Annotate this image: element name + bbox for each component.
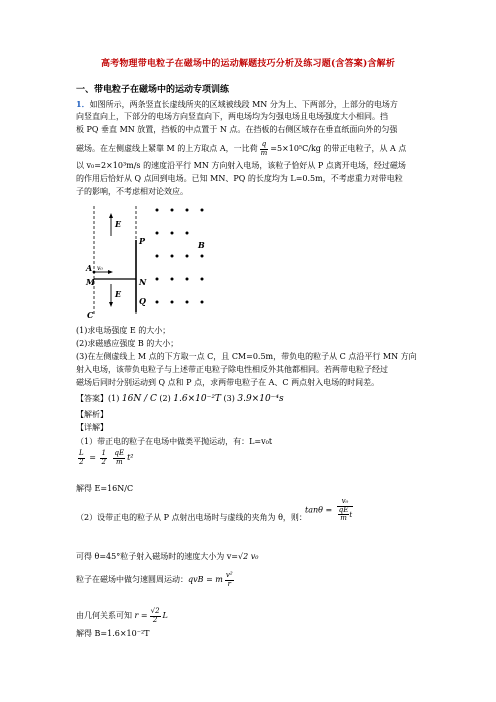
section-heading: 一、带电粒子在磁场中的运动专项训练 [76,85,230,95]
tan-numerator: v₀ [337,498,353,507]
circle-num: v² [225,571,233,579]
label-v0: v₀ [97,265,103,272]
tan-label: tanθ = [305,505,333,515]
problem-line-7: 子的影响，不考虑相对论效应。 [76,187,188,196]
label-a: A [86,263,93,273]
angle-text: 可得 θ=45°粒子射入磁场时的速度大小为 v= [76,552,239,561]
field-dot [156,209,159,212]
equation-1: $\frac{L}{2}$ = $\frac{1}{2}$ $\frac{qE}{m}$ t² [79,449,134,466]
point-a [93,271,96,274]
question-2: (2)求磁感应强度 B 的大小； [76,339,179,348]
label-c: C [87,310,94,320]
eq1-mid-den: 2 [101,457,106,466]
problem-line-6: 的作用后恰好从 Q 点回到电场。已知 MN、PQ 的长度均为 L=0.5m，不考虑重力对带电粒 [76,174,403,183]
analysis-label: 【解析】 [76,410,108,419]
field-dot [156,278,159,281]
field-dot [156,232,159,235]
field-dot [201,278,204,281]
field-dot [156,301,159,304]
problem-text: 磁场。在左侧虚线上紧靠 M 的上方取点 A，一比荷 [76,144,258,154]
tan-equation [305,498,355,523]
solution-angle [76,551,258,563]
problem-number: 1． [76,99,90,109]
problem-line-5: 以 v₀=2×10³m/s 的速度沿平行 MN 方向射入电场，该粒子恰好从 P 点离开电场，经过磁场 [76,161,406,170]
problem-line-4 [76,141,406,157]
field-dot [171,255,174,258]
field-dot [171,209,174,212]
magnetic-field-dots [156,209,204,304]
label-p: P [139,236,146,246]
field-dot [201,301,204,304]
eq1-right-den: m [115,457,123,466]
eq1-mid-num: 1 [101,449,106,457]
solution-circle [76,572,236,588]
solution-step-2 [76,512,307,524]
answer-3: 3.9×10⁻⁴s [237,394,284,404]
field-dot [171,232,174,235]
answer-1: 16N / C [121,394,157,404]
solution-step-1: （1）带正电的粒子在电场中做类平抛运动，有：L=v₀t [76,437,273,446]
field-dot [201,255,204,258]
field-dot [171,278,174,281]
fraction-numerator: q [260,141,269,150]
geo-eq: r = [134,611,148,621]
circle-eq: qvB = m [188,575,223,585]
problem-line-3: 板 PQ 垂直 MN 放置，挡板的中点置于 N 点。在挡板的右侧区域存在垂直纸面向外的匀强 [76,125,398,134]
label-e-top: E [115,219,122,229]
field-dot [186,232,189,235]
label-e-bottom: E [115,289,122,299]
label-n: N [139,277,147,287]
geo-num: √2 [150,607,160,615]
solution-result-2: 解得 B=1.6×10⁻²T [76,629,150,638]
circle-den: r [227,579,231,588]
velocity-arrow-head [108,270,113,274]
answer-2-prefix: (2) [159,394,174,403]
eq1-right-num: qE [114,449,125,457]
field-dot [201,209,204,212]
field-dot [186,301,189,304]
answer-2: 1.6×10⁻²T [173,394,221,404]
question-3-line-1: (3)在左侧虚线上 M 点的下方取一点 C，且 CM=0.5m，带负电的粒子从 C 点沿平行 MN 方向 [76,352,417,361]
field-dot [186,209,189,212]
answer-line [76,393,284,407]
physics-diagram [84,200,214,320]
problem-text: =5×10⁵C/kg 的带正电粒子，从 A 点 [270,144,407,154]
tan-den-den: m [340,514,347,523]
question-3-line-3: 磁场后同时分别运动到 Q 点和 P 点，求两带电粒子在 A、C 两点射入电场的时间差。 [76,378,380,387]
label-m: M [86,277,95,287]
geo-tail: L [162,611,168,621]
solution-result-1: 解得 E=16N/C [76,484,134,493]
answer-label: 【答案】 [76,394,108,403]
field-dot [186,278,189,281]
problem-line-2: 向竖直向上，下部分的电场方向竖直向下，两电场均为匀强电场且电场强度大小相同。挡 [76,112,388,121]
field-dot [171,301,174,304]
geo-text: 由几何关系可知 [76,611,132,621]
angle-value: √2 v₀ [238,552,259,561]
tan-den-tail: t [349,510,353,519]
answer-3-prefix: (3) [223,394,238,403]
geo-den: 2 [152,615,158,624]
tan-den-num: qE [338,505,349,514]
document-title: 高考物理带电粒子在磁场中的运动解题技巧分析及练习题(含答案)含解析 [100,59,396,69]
label-b: B [198,240,205,250]
step-2-text: （2）设带正电的粒子从 P 点射出电场时与虚线的夹角为 θ，则： [76,513,307,522]
question-3-line-2: 射入电场，该带负电粒子与上述带正电粒子除电性相反外其他都相同。若两带电粒子经过 [76,365,388,374]
answer-1-prefix: (1) [108,394,122,403]
question-1: (1)求电场强度 E 的大小； [76,326,171,335]
fraction-denominator: m [260,148,268,157]
label-q: Q [139,296,146,306]
circle-text: 粒子在磁场中做匀速圆周运动： [76,575,188,585]
arrow-head-up [109,213,113,218]
solution-geometry [76,608,168,624]
field-dot [156,255,159,258]
field-dot [186,255,189,258]
problem-line-1 [76,98,398,111]
eq1-left-den: 2 [79,457,84,466]
eq1-tail: t² [127,453,134,463]
arrow-head-down [109,302,113,307]
eq1-left-num: L [79,449,84,457]
detail-label: 【详解】 [76,423,108,432]
charge-ratio-fraction [260,141,269,157]
problem-text: 如图所示，两条竖直长虚线所夹的区域被线段 MN 分为上、下两部分，上部分的电场方 [89,100,398,109]
